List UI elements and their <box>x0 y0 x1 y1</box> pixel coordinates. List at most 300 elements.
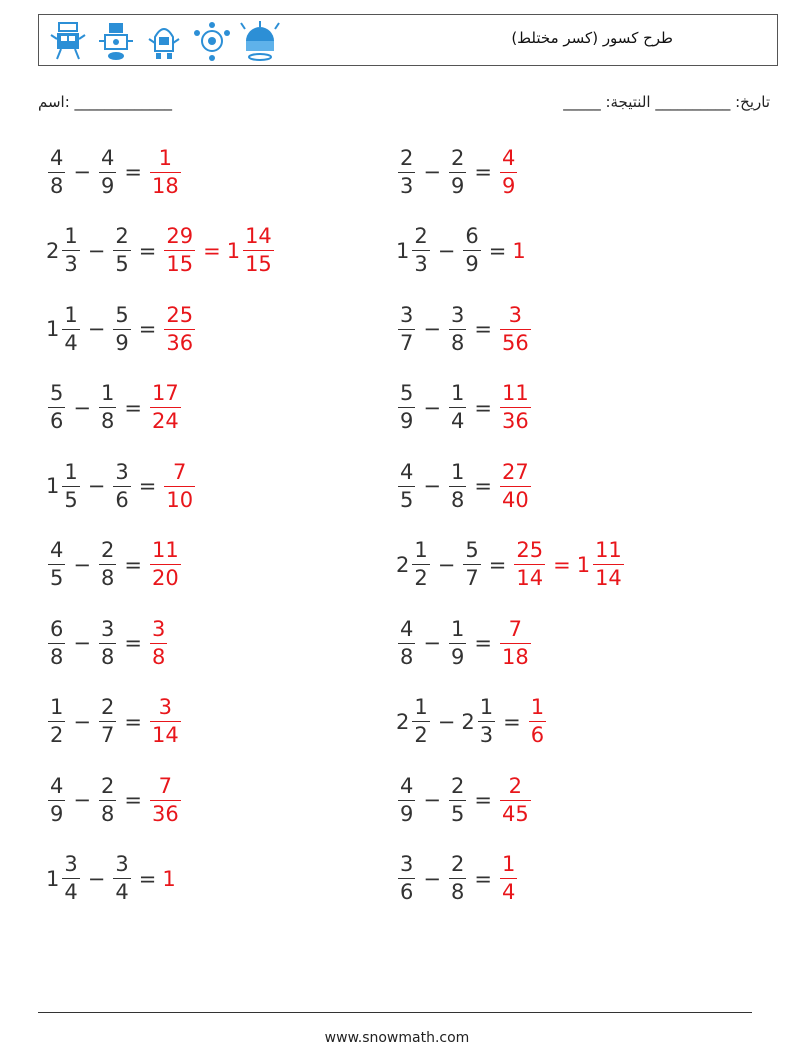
answer-value <box>148 540 183 589</box>
subtrahend <box>111 854 132 903</box>
numerator: 7 <box>508 616 523 641</box>
fraction <box>99 145 116 198</box>
denominator: 6 <box>50 409 64 433</box>
minus-sign: − <box>87 317 106 341</box>
denominator: 9 <box>400 409 414 433</box>
fraction <box>150 697 181 746</box>
minus-sign: − <box>423 631 441 655</box>
numerator: 3 <box>115 459 129 484</box>
numerator: 2 <box>100 773 115 798</box>
fraction <box>113 302 130 355</box>
subtrahend <box>111 226 132 275</box>
fraction <box>449 383 466 432</box>
answer <box>498 145 519 198</box>
numerator: 2 <box>450 145 465 170</box>
denominator: 6 <box>115 487 129 512</box>
fraction <box>449 773 466 826</box>
denominator: 5 <box>115 252 129 276</box>
problem-item <box>46 611 169 675</box>
numerator: 2 <box>508 773 523 798</box>
numerator: 1 <box>530 695 545 719</box>
numerator: 1 <box>64 302 78 327</box>
answer-value <box>148 616 169 669</box>
fraction <box>99 383 116 432</box>
fraction <box>500 145 517 198</box>
subtrahend <box>97 145 118 198</box>
equals-sign: = <box>553 552 571 577</box>
denominator: 56 <box>501 330 529 355</box>
subtrahend <box>447 145 468 198</box>
denominator: 4 <box>450 409 465 433</box>
answer <box>148 383 183 432</box>
subtrahend <box>461 697 497 746</box>
problem-item <box>396 611 533 675</box>
denominator: 18 <box>151 173 179 198</box>
problem-item <box>396 219 527 283</box>
numerator: 17 <box>151 381 179 405</box>
denominator: 3 <box>479 723 494 747</box>
denominator: 9 <box>100 173 115 198</box>
minuend <box>396 383 417 432</box>
numerator: 3 <box>100 616 115 641</box>
answer-value <box>498 854 519 903</box>
minuend <box>46 616 67 669</box>
numerator: 1 <box>414 695 428 719</box>
fraction <box>529 697 546 746</box>
minus-sign: − <box>423 317 441 341</box>
answer-value <box>162 459 197 512</box>
minuend <box>46 226 82 275</box>
minus-sign: − <box>73 552 91 577</box>
equals-sign: = <box>474 395 492 420</box>
numerator: 5 <box>115 302 129 327</box>
answer <box>148 616 169 669</box>
minus-sign: − <box>423 160 441 184</box>
equals-sign: = <box>474 866 492 891</box>
whole-number: 1 <box>396 238 410 263</box>
minus-sign: − <box>437 238 456 263</box>
minus-sign: − <box>73 395 91 420</box>
fraction <box>48 383 65 432</box>
equals-sign: = <box>474 474 492 498</box>
fraction <box>500 854 517 903</box>
fraction <box>113 459 130 512</box>
denominator: 10 <box>166 487 194 512</box>
equals-sign: = <box>474 631 492 655</box>
answer <box>498 773 533 826</box>
numerator: 1 <box>158 145 173 170</box>
answer <box>162 226 275 275</box>
fraction <box>62 226 79 275</box>
denominator: 45 <box>501 801 529 826</box>
equals-sign: = <box>124 788 142 812</box>
fraction <box>500 773 531 826</box>
fraction <box>398 616 415 669</box>
problem-item <box>396 768 533 832</box>
denominator: 3 <box>414 252 428 276</box>
minus-sign: − <box>73 709 91 734</box>
numerator: 11 <box>595 538 622 562</box>
fraction <box>150 383 181 432</box>
numerator: 11 <box>501 381 529 405</box>
answer <box>162 302 197 355</box>
numerator: 2 <box>400 145 414 170</box>
minuend <box>46 302 82 355</box>
equals-sign: = <box>124 395 142 420</box>
whole-number: 1 <box>512 238 526 263</box>
worksheet-title: طرح کسور (کسر مختلط) <box>511 29 673 47</box>
answer <box>162 867 176 891</box>
answer <box>148 540 183 589</box>
robot-2-icon <box>95 19 137 63</box>
equals-sign: = <box>138 317 157 341</box>
fraction <box>449 854 466 903</box>
numerator: 1 <box>501 852 516 876</box>
denominator: 9 <box>50 801 64 826</box>
numerator: 3 <box>158 695 173 719</box>
problem-item <box>396 454 533 518</box>
problem-item <box>46 454 197 518</box>
denominator: 36 <box>151 801 179 826</box>
denominator: 40 <box>501 487 529 512</box>
fraction <box>398 383 415 432</box>
denominator: 8 <box>450 487 465 512</box>
minus-sign: − <box>423 395 441 420</box>
fraction <box>398 773 415 826</box>
fraction <box>48 616 65 669</box>
fraction <box>99 697 116 746</box>
minus-sign: − <box>87 866 106 891</box>
numerator: 1 <box>450 381 465 405</box>
numerator: 4 <box>400 773 414 798</box>
numerator: 25 <box>516 538 544 562</box>
fraction <box>99 616 116 669</box>
answer-value <box>148 145 183 198</box>
robot-5-icon <box>239 19 281 63</box>
equals-sign: = <box>503 709 521 734</box>
whole-number: 2 <box>396 709 410 734</box>
numerator: 3 <box>508 302 523 327</box>
minuend <box>396 226 432 275</box>
minus-sign: − <box>423 474 441 498</box>
denominator: 3 <box>400 173 414 198</box>
minuend <box>46 854 82 903</box>
subtrahend <box>447 383 468 432</box>
denominator: 8 <box>151 644 166 669</box>
fraction <box>398 854 415 903</box>
numerator: 4 <box>501 145 516 170</box>
whole-number: 1 <box>226 238 241 263</box>
fraction <box>62 459 79 512</box>
fraction <box>449 145 466 198</box>
minuend <box>396 697 432 746</box>
equals-sign: = <box>474 317 492 341</box>
fraction <box>398 459 415 512</box>
subtrahend <box>97 616 118 669</box>
subtrahend <box>97 540 118 589</box>
problem-item <box>46 219 276 283</box>
minus-sign: − <box>73 788 91 812</box>
minuend <box>46 697 67 746</box>
denominator: 36 <box>501 409 529 433</box>
numerator: 4 <box>400 459 414 484</box>
minus-sign: − <box>87 474 106 498</box>
robot-icons <box>47 19 281 63</box>
numerator: 4 <box>50 538 64 562</box>
subtrahend <box>447 459 468 512</box>
minus-sign: − <box>73 160 91 184</box>
subtrahend <box>447 773 468 826</box>
problem-item <box>46 297 197 361</box>
robot-3-icon <box>143 19 185 63</box>
denominator: 8 <box>450 330 465 355</box>
fraction <box>150 540 181 589</box>
problem-item <box>396 533 626 597</box>
denominator: 15 <box>245 252 272 276</box>
denominator: 18 <box>501 644 529 669</box>
subtrahend <box>111 459 132 512</box>
numerator: 5 <box>465 538 479 562</box>
numerator: 6 <box>465 224 479 248</box>
denominator: 4 <box>64 880 78 904</box>
numerator: 4 <box>400 616 414 641</box>
minus-sign: − <box>437 709 456 734</box>
answer-value <box>498 616 533 669</box>
problem-item <box>396 847 519 911</box>
fraction <box>449 302 466 355</box>
numerator: 2 <box>450 773 465 798</box>
fraction <box>48 697 65 746</box>
numerator: 25 <box>166 302 194 327</box>
denominator: 8 <box>100 566 115 590</box>
problem-item <box>46 768 183 832</box>
numerator: 3 <box>400 852 414 876</box>
numerator: 1 <box>450 616 465 641</box>
equals-sign: = <box>203 238 221 263</box>
fraction <box>48 145 65 198</box>
numerator: 11 <box>151 538 179 562</box>
answer-value <box>527 697 548 746</box>
numerator: 4 <box>100 145 115 170</box>
whole-number: 1 <box>162 866 176 891</box>
answer-value <box>498 383 533 432</box>
denominator: 14 <box>516 566 544 590</box>
problem-item <box>396 376 533 440</box>
minuend <box>396 302 417 355</box>
fraction <box>478 697 495 746</box>
numerator: 14 <box>245 224 272 248</box>
denominator: 14 <box>151 723 179 747</box>
denominator: 20 <box>151 566 179 590</box>
answer-value <box>498 302 533 355</box>
subtrahend <box>97 697 118 746</box>
denominator: 4 <box>115 880 129 904</box>
answer-value <box>498 145 519 198</box>
denominator: 6 <box>400 880 414 904</box>
denominator: 7 <box>465 566 479 590</box>
fraction <box>500 383 531 432</box>
minuend <box>396 616 417 669</box>
fraction <box>62 302 79 355</box>
numerator: 2 <box>115 224 129 248</box>
denominator: 5 <box>64 487 78 512</box>
fraction <box>398 145 415 198</box>
answer-value <box>148 383 183 432</box>
equals-sign: = <box>488 238 507 263</box>
denominator: 7 <box>400 330 414 355</box>
numerator: 7 <box>173 459 187 484</box>
numerator: 1 <box>414 538 428 562</box>
minuend <box>46 540 67 589</box>
whole-number: 2 <box>461 709 475 734</box>
denominator: 8 <box>100 801 115 826</box>
minuend <box>396 773 417 826</box>
problem-item <box>396 297 533 361</box>
equals-sign: = <box>124 631 142 655</box>
denominator: 9 <box>501 173 516 198</box>
problem-item <box>46 533 183 597</box>
denominator: 8 <box>450 880 465 904</box>
denominator: 8 <box>400 644 414 669</box>
fraction <box>164 226 195 275</box>
problem-item <box>46 140 183 204</box>
answer-value <box>162 867 176 891</box>
numerator: 3 <box>450 302 465 327</box>
equals-sign: = <box>138 866 157 891</box>
fraction <box>150 145 181 198</box>
fraction <box>113 226 130 275</box>
whole-number: 1 <box>46 866 60 891</box>
fraction <box>463 226 480 275</box>
denominator: 24 <box>151 409 179 433</box>
denominator: 15 <box>166 252 194 276</box>
numerator: 5 <box>50 381 64 405</box>
numerator: 1 <box>100 381 115 405</box>
denominator: 36 <box>166 330 194 355</box>
numerator: 1 <box>50 695 64 719</box>
fraction <box>62 854 79 903</box>
denominator: 7 <box>100 723 115 747</box>
minuend <box>46 383 67 432</box>
fraction <box>412 540 429 589</box>
fraction <box>500 459 531 512</box>
whole-number: 2 <box>396 552 410 577</box>
date-score-field: _____ :تاریخ: __________ النتیجة <box>563 93 770 111</box>
answer <box>498 383 533 432</box>
answer <box>148 697 183 746</box>
denominator: 2 <box>414 723 428 747</box>
minus-sign: − <box>423 866 441 891</box>
denominator: 9 <box>450 173 465 198</box>
answer-value <box>227 226 276 275</box>
fraction <box>99 773 116 826</box>
minuend <box>396 854 417 903</box>
answer <box>498 459 533 512</box>
subtrahend <box>447 616 468 669</box>
denominator: 9 <box>115 330 129 355</box>
equals-sign: = <box>488 552 507 577</box>
denominator: 9 <box>465 252 479 276</box>
problem-item <box>396 690 548 754</box>
answer <box>527 697 548 746</box>
denominator: 5 <box>450 801 465 826</box>
fraction <box>150 773 181 826</box>
footer-url: www.snowmath.com <box>324 1030 470 1046</box>
fraction <box>48 540 65 589</box>
fraction <box>99 540 116 589</box>
denominator: 8 <box>50 644 64 669</box>
problem-item <box>396 140 519 204</box>
fraction <box>150 616 167 669</box>
fraction <box>164 459 195 512</box>
denominator: 2 <box>414 566 428 590</box>
denominator: 5 <box>400 487 414 512</box>
subtrahend <box>97 773 118 826</box>
numerator: 3 <box>64 852 78 876</box>
answer-value <box>498 459 533 512</box>
denominator: 9 <box>450 644 465 669</box>
equals-sign: = <box>138 238 157 263</box>
denominator: 4 <box>64 330 78 355</box>
numerator: 3 <box>400 302 414 327</box>
name-field: اسم: _____________ <box>38 93 173 111</box>
numerator: 2 <box>100 695 115 719</box>
robot-4-icon <box>191 19 233 63</box>
numerator: 4 <box>50 773 64 798</box>
denominator: 14 <box>595 566 622 590</box>
equals-sign: = <box>124 552 142 577</box>
problem-item <box>46 847 177 911</box>
denominator: 2 <box>50 723 64 747</box>
minuend <box>396 459 417 512</box>
fraction <box>514 540 545 589</box>
worksheet-header <box>38 14 778 66</box>
fraction <box>113 854 130 903</box>
problem-item <box>46 690 183 754</box>
subtrahend <box>447 302 468 355</box>
numerator: 29 <box>166 224 194 248</box>
answer-value <box>148 773 183 826</box>
numerator: 1 <box>64 224 78 248</box>
fraction <box>412 697 429 746</box>
numerator: 1 <box>450 459 465 484</box>
answer-value <box>577 540 626 589</box>
denominator: 8 <box>100 644 115 669</box>
numerator: 7 <box>158 773 173 798</box>
fraction <box>593 540 624 589</box>
subtrahend <box>447 854 468 903</box>
minuend <box>46 773 67 826</box>
minuend <box>396 540 432 589</box>
fraction <box>500 616 531 669</box>
minus-sign: − <box>437 552 456 577</box>
numerator: 6 <box>50 616 64 641</box>
answer <box>148 145 183 198</box>
numerator: 1 <box>64 459 78 484</box>
answer-value <box>498 773 533 826</box>
answer-value <box>148 697 183 746</box>
equals-sign: = <box>474 788 492 812</box>
answer <box>498 302 533 355</box>
numerator: 2 <box>414 224 428 248</box>
numerator: 2 <box>450 852 465 876</box>
equals-sign: = <box>124 709 142 734</box>
minus-sign: − <box>87 238 106 263</box>
numerator: 3 <box>151 616 166 641</box>
numerator: 5 <box>400 381 414 405</box>
numerator: 2 <box>100 538 115 562</box>
minuend <box>396 145 417 198</box>
